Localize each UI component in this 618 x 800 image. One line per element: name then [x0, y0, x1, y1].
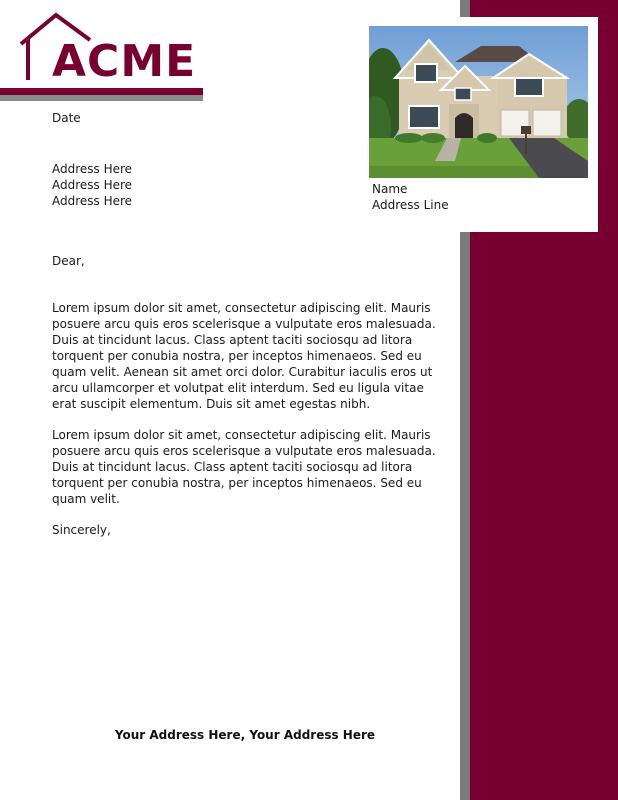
house-photo [369, 26, 588, 178]
recipient-name: Name [372, 182, 408, 196]
body-paragraph-1: Lorem ipsum dolor sit amet, consectetur adipiscing elit. Mauris posuere arcu quis eros scelerisque a vulputate eros malesuada. Duis at tincidunt lacus. Class aptent taciti sociosqu ad litora torquent per conubia nostra, per inceptos himenaeos. Sed eu quam velit. Aenean sit amet orci dolor. Curabitur iaculis eros ut arcu ullamcorper et volutpat elit interdum. Sed eu ligula vitae erat suscipit elementum. Duis sit amet egestas nibh. [52, 301, 436, 411]
logo-underline-maroon [0, 88, 203, 95]
letter-date: Date [52, 111, 81, 125]
address-line-2: Address Here [52, 178, 133, 192]
recipient-address-line: Address Line [372, 198, 449, 212]
closing: Sincerely, [52, 523, 111, 537]
photo-card [362, 17, 598, 232]
salutation: Dear, [52, 254, 85, 268]
logo-underline-gray [0, 95, 203, 101]
address-line-3: Address Here [52, 194, 133, 208]
footer-address: Your Address Here, Your Address Here [114, 728, 376, 742]
logo-text: ACME [52, 36, 197, 87]
body-paragraph-2: Lorem ipsum dolor sit amet, consectetur adipiscing elit. Mauris posuere arcu quis eros scelerisque a vulputate eros malesuada. Duis at tincidunt lacus. Class aptent taciti sociosqu ad litora torquent per conubia nostra, per inceptos himenaeos. Sed eu quam velit. [52, 428, 436, 506]
address-line-1: Address Here [52, 162, 133, 176]
